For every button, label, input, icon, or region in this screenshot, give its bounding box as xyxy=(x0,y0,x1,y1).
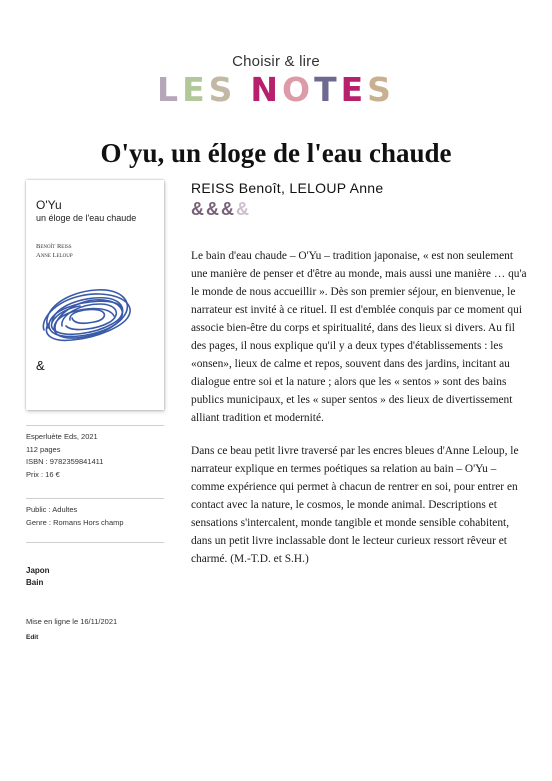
rating xyxy=(191,199,251,220)
genre: Genre : Romans Hors champ xyxy=(26,517,124,527)
tag-link[interactable]: Japon xyxy=(26,566,50,575)
cover-title: O'Yu xyxy=(36,198,62,212)
book-authors[interactable]: REISS Benoît, LELOUP Anne xyxy=(191,180,384,196)
rating-filled: &&& xyxy=(191,199,236,219)
page-title: O'yu, un éloge de l'eau chaude xyxy=(100,138,452,168)
cover-publisher-mark: & xyxy=(36,358,45,373)
cover-author: Anne Leloup xyxy=(36,252,73,259)
book-cover[interactable] xyxy=(26,180,164,410)
logo-letter: E xyxy=(340,70,368,109)
review-paragraph: Le bain d'eau chaude – O'Yu – tradition japonaise, « est non seulement une manière de penser et d'être au monde, mais aussi une manière … qu'a le monde de nous accueillir ». Dès son premier séjour, en bienvenue, le narrateur est invité à ce rituel. Il est d'emblée conquis par ce moment qui associe bien-être du corps et spiritualité, dans des lieux si divers. Au fil des pages, il nous explique qu'il y a deux types d'établissements : les «onsen», lieux de calme et repos, souvent dans des jardins, incitant au dialogue entre soi et la nature ; alors que les « sentos » sont des bains publics municipaux, et les « super sentos » des lieux de divertissement alliant tradition et modernité. xyxy=(191,250,527,424)
rating-empty: & xyxy=(236,199,251,219)
divider xyxy=(26,425,164,426)
cover-authors xyxy=(36,242,73,260)
brand-logo[interactable] xyxy=(0,72,552,108)
isbn: ISBN : 9782359841411 xyxy=(26,457,104,466)
logo-letter: T xyxy=(314,70,341,109)
review-paragraph: Dans ce beau petit livre traversé par les encres bleues d'Anne Leloup, le narrateur explique en termes poétiques sa relation au bain – O'Yu – comme expérience qui permet à chacun de rentrer en soi, pour entrer en contact avec la nature, le cosmos, le monde animal. Descriptions et sensations s'intercalent, monde tangible et monde sensible cohabitent, dans un petit livre inclassable dont le lecteur curieux ressort rêveur et charmé. (M.-T.D. et S.H.) xyxy=(191,445,519,565)
logo-letter: L xyxy=(157,70,183,109)
edit-link[interactable]: Edit xyxy=(26,634,39,641)
price: Prix : 16 € xyxy=(26,469,60,479)
logo-letter: O xyxy=(282,70,315,109)
review-text xyxy=(191,247,531,583)
divider xyxy=(26,542,164,543)
page-count: 112 pages xyxy=(26,444,61,454)
publish-date: Mise en ligne le 16/11/2021 xyxy=(26,617,118,626)
tag-list xyxy=(26,565,50,589)
logo-letter: N xyxy=(250,70,283,109)
audience-details xyxy=(26,504,124,529)
audience: Public : Adultes xyxy=(26,505,78,514)
logo-letter: S xyxy=(208,70,237,109)
divider xyxy=(26,498,164,499)
tag-link[interactable]: Bain xyxy=(26,578,44,587)
logo-letter: S xyxy=(367,70,395,109)
ink-scribble-illustration xyxy=(36,280,136,350)
logo-letter: E xyxy=(182,70,209,109)
brand-tagline: Choisir & lire xyxy=(232,53,320,70)
book-details xyxy=(26,431,103,481)
publisher: Esperluète Eds, 2021 xyxy=(26,432,98,441)
cover-author: Benoît Reiss xyxy=(36,243,72,250)
cover-subtitle: un éloge de l'eau chaude xyxy=(36,213,137,223)
